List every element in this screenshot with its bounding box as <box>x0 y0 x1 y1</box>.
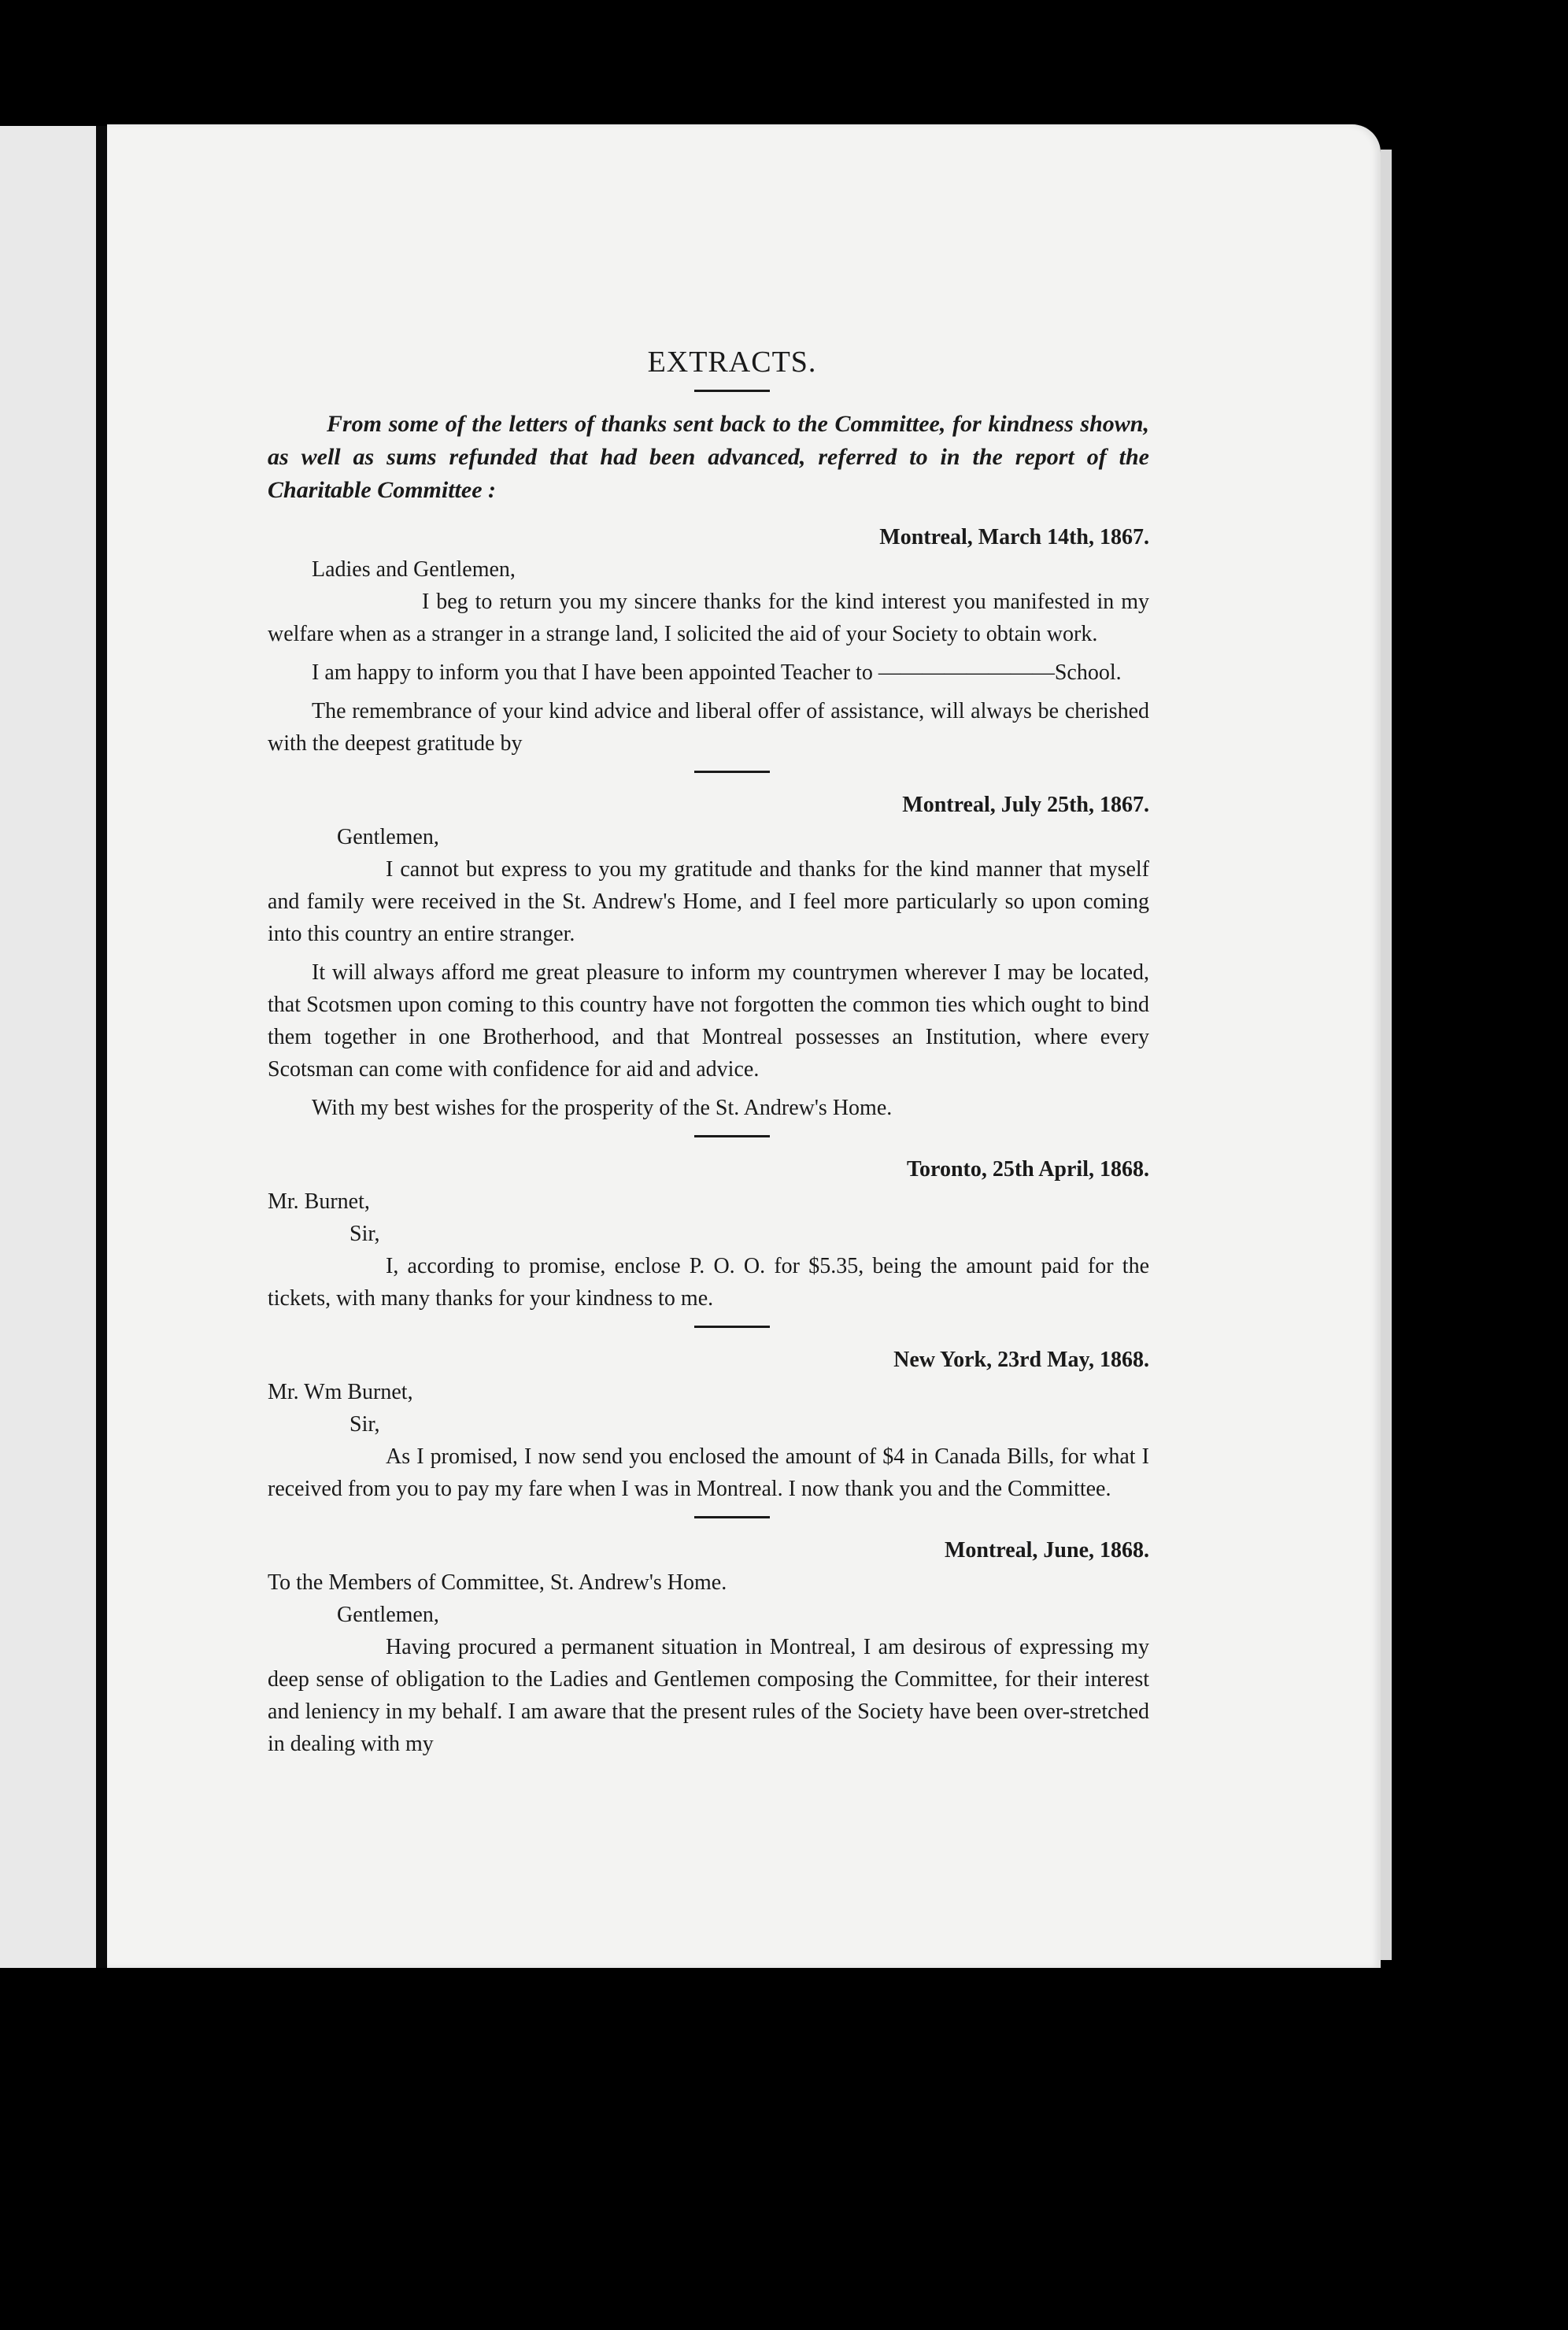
section-rule <box>694 771 770 773</box>
page-edge-shadow <box>1381 150 1392 1960</box>
book-spine <box>96 126 107 1968</box>
letter-salutation: Gentlemen, <box>337 1603 439 1627</box>
letter-addressee: To the Members of Committee, St. Andrew's Home. <box>268 1570 727 1595</box>
letter-paragraph: I beg to return you my sincere thanks for the kind interest you manifested in my welfare when as a stranger in a strange land, I solicited the aid of your Society to obtain work. <box>268 590 1149 646</box>
letter-addressee: Mr. Wm Burnet, <box>268 1380 413 1404</box>
letter-salutation: Sir, <box>349 1412 380 1437</box>
letter-date: Toronto, 25th April, 1868. <box>906 1157 1149 1182</box>
letter-addressee: Mr. Burnet, <box>268 1189 370 1214</box>
letter-paragraph: I, according to promise, enclose P. O. O. for $5.35, being the amount paid for the tickets, with many thanks for your kindness to me. <box>268 1254 1149 1311</box>
page-content <box>268 346 1149 1766</box>
letter-paragraph: I cannot but express to you my gratitude and thanks for the kind manner that myself and family were received in the St. Andrew's Home, and I feel more particularly so upon coming into this country an entire stranger. <box>268 857 1149 946</box>
letter-5 <box>268 1534 1149 1760</box>
title-rule <box>694 390 770 392</box>
section-rule <box>694 1516 770 1518</box>
page-title: EXTRACTS. <box>647 346 817 379</box>
section-rule <box>694 1326 770 1328</box>
left-page-edge <box>0 126 96 1968</box>
section-rule <box>694 1135 770 1137</box>
letter-2 <box>268 789 1149 1124</box>
letter-date: New York, 23rd May, 1868. <box>893 1348 1149 1372</box>
letter-date: Montreal, July 25th, 1867. <box>902 793 1149 817</box>
letter-salutation: Ladies and Gentlemen, <box>312 557 516 582</box>
letter-paragraph: With my best wishes for the prosperity of the St. Andrew's Home. <box>312 1096 893 1120</box>
letter-date: Montreal, June, 1868. <box>944 1538 1149 1563</box>
letter-salutation: Sir, <box>349 1222 380 1246</box>
letter-salutation: Gentlemen, <box>337 825 439 849</box>
letter-paragraph: The remembrance of your kind advice and liberal offer of assistance, will always be cherished with the deepest gratitude by <box>268 699 1149 756</box>
letter-paragraph: As I promised, I now send you enclosed the amount of $4 in Canada Bills, for what I received from you to pay my fare when I was in Montreal. I now thank you and the Committee. <box>268 1444 1149 1501</box>
letter-paragraph: I am happy to inform you that I have been appointed Teacher to ————————School. <box>312 660 1122 685</box>
intro-paragraph: From some of the letters of thanks sent back to the Committee, for kindness shown, as well as sums refunded that had been advanced, referred to in the report of the Charitable Committee : <box>268 411 1149 503</box>
letter-3 <box>268 1153 1149 1315</box>
letter-paragraph: Having procured a permanent situation in Montreal, I am desirous of expressing my deep sense of obligation to the Ladies and Gentlemen composing the Committee, for their interest and leniency in my behalf. I am aware that the present rules of the Society have been over-stretched in dealing with my <box>268 1635 1149 1756</box>
letter-paragraph: It will always afford me great pleasure to inform my countrymen wherever I may be located, that Scotsmen upon coming to this country have not forgotten the common ties which ought to bind them together in one Brotherhood, and that Montreal possesses an Institution, where every Scotsman can come with confidence for aid and advice. <box>268 960 1149 1082</box>
letter-4 <box>268 1344 1149 1505</box>
letter-1 <box>268 521 1149 760</box>
letter-date: Montreal, March 14th, 1867. <box>879 525 1149 549</box>
